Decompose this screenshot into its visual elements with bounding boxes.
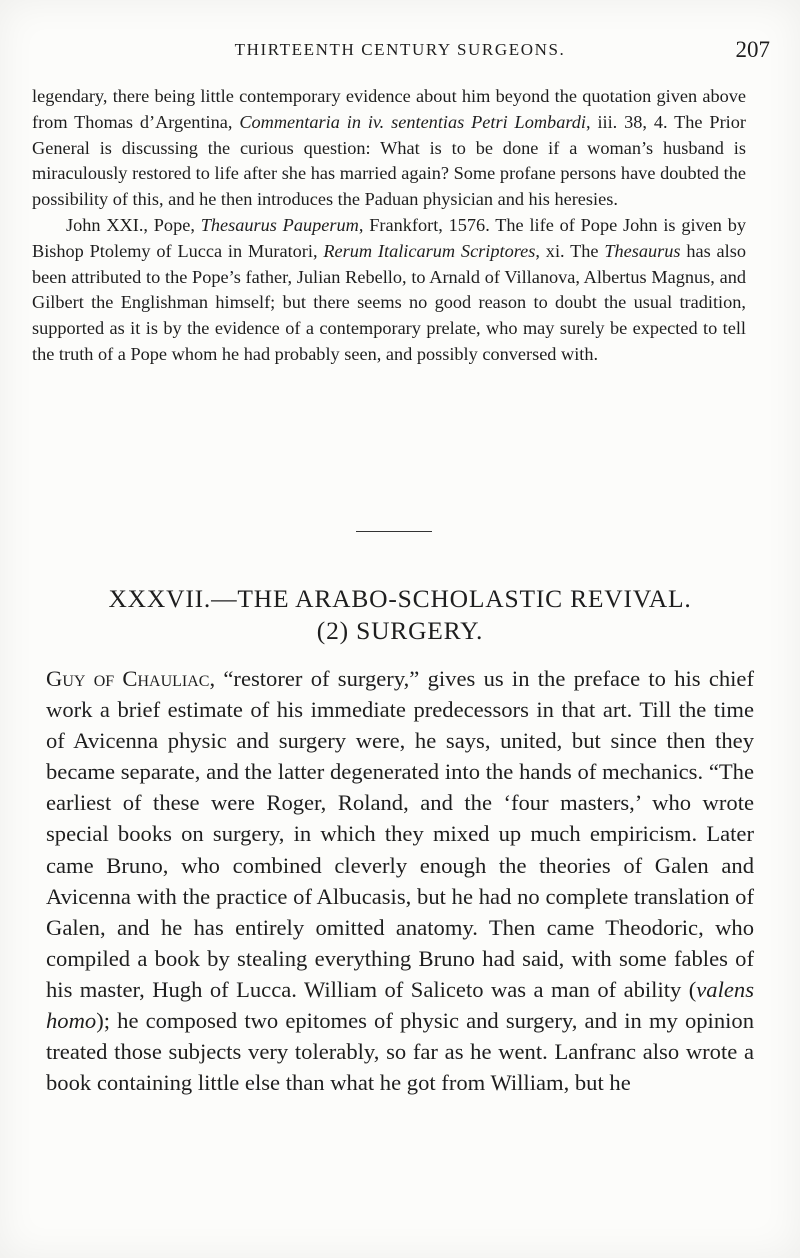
note-italic-title: Commentaria in iv. sententias Petri Lombardi [239, 111, 586, 132]
note-paragraph [32, 213, 746, 368]
note-italic-title: Rerum Italicarum Scriptores [323, 240, 536, 261]
note-text: John XXI., Pope, [66, 214, 201, 235]
chapter-heading [40, 583, 760, 647]
body-text [46, 663, 754, 1098]
section-divider [356, 531, 432, 532]
note-italic-title: Thesaurus Pauperum [200, 214, 359, 235]
body-paragraph [46, 663, 754, 1098]
running-title: THIRTEENTH CENTURY SURGEONS. [234, 40, 566, 59]
chapter-subtitle: (2) SURGERY. [316, 616, 484, 645]
body-text-run: , “restorer of surgery,” gives us in the preface to his chief work a brief estimate of his immediate predecessors in that art. Till the time of Avicenna physic and surgery were, he says, united, but since then they became separate, and the latter degenerated into the hands of mechanics. “The earliest of these were Roger, Roland, and the ‘four masters,’ who wrote special books on surgery, in which they mixed up much empiricism. Later came Bruno, who combined cleverly enough the theories of Galen and Avicenna with the practice of Albucasis, but he had no complete translation of Galen, and he has entirely omitted anatomy. Then came Theodoric, who compiled a book by stealing everything Bruno had said, with some fables of his master, Hugh of Lucca. William of Saliceto was a man of ability ( [46, 666, 754, 1002]
note-text: , iii. 38, 4. The Prior General is discussing the curious question: What is to be done if a woman’s husband is miraculously restored to life after she has married again? Some profane persons have doubted the possibility of this, and he then introduces the Paduan physician and his heresies. [32, 111, 746, 210]
note-paragraph [32, 84, 746, 213]
body-text-run: ); he composed two epitomes of physic and surgery, and in my opinion treated those subjects very tolerably, so far as he went. Lanfranc also wrote a book containing little else than what he got from William, but he [46, 1008, 754, 1096]
note-italic-title: Thesaurus [604, 240, 681, 261]
page-number: 207 [735, 37, 770, 62]
lead-name: Guy of Chauliac [46, 666, 210, 691]
body-italic-phrase: valens homo [46, 976, 754, 1034]
note-text: , xi. The [535, 240, 605, 261]
note-text: , Frankfort, 1576. The life of Pope John is given by Bishop Ptolemy of Lucca in Muratori, [32, 214, 747, 261]
endnotes [32, 84, 746, 368]
note-text: has also been attributed to the Pope’s father, Julian Rebello, to Arnald of Villanova, Albertus Magnus, and Gilbert the Englishman himself; but there seems no good reason to doubt the usual tradition, supported as it is by the evidence of a contemporary prelate, who may surely be expected to tell the truth of a Pope whom he had probably seen, and possibly conversed with. [32, 240, 746, 364]
note-text: legendary, there being little contemporary evidence about him beyond the quotation given above from Thomas d’Argentina, [32, 86, 746, 132]
running-head [30, 36, 770, 64]
chapter-title: XXXVII.—THE ARABO-SCHOLASTIC REVIVAL. [108, 584, 692, 613]
